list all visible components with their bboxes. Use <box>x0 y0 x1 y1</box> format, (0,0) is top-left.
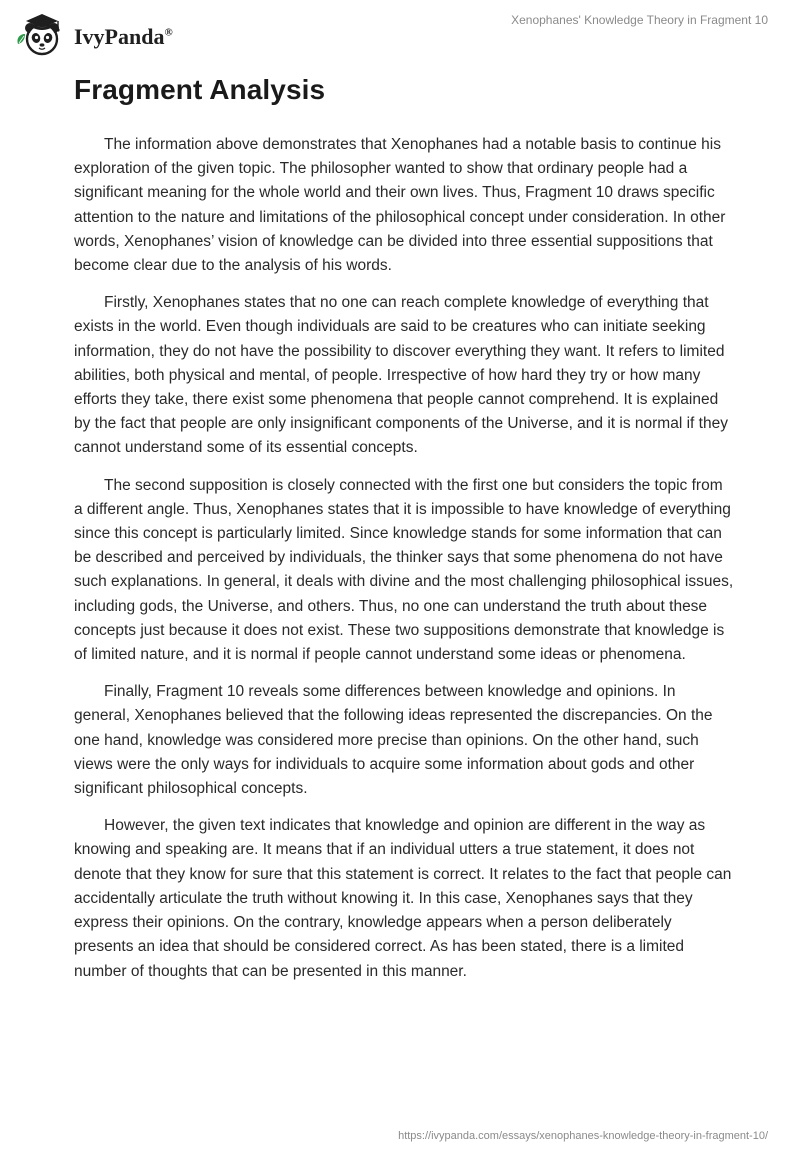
paragraph-3: The second supposition is closely connected with the first one but considers the topic from a different angle. Thus, Xenophanes states that it is impossible to have knowledge of everything since this concept is particularly limited. Since knowledge stands for some information that can be described and perceived by individuals, the thinker says that some phenomena do not have such explanations. In general, it deals with divine and the most challenging philosophical issues, including gods, the Universe, and others. Thus, no one can understand the truth about these concepts just because it does not exist. These two suppositions demonstrate that knowledge is of limited nature, and it is normal if people cannot understand some ideas or phenomena. <box>74 476 734 664</box>
logo-wordmark <box>74 24 173 50</box>
panda-graduate-icon <box>14 10 70 60</box>
logo-name: IvyPanda <box>74 24 165 49</box>
registered-mark: ® <box>164 26 173 39</box>
paragraph-5: However, the given text indicates that knowledge and opinion are different in the way as knowing and speaking are. It means that if an individual utters a true statement, it does not denote that they know for sure that this statement is correct. It relates to the fact that people can accidentally articulate the truth without knowing it. In this case, Xenophanes says that they express their opinions. On the contrary, knowledge appears when a person deliberately presents an idea that should be considered correct. As has been stated, there is a limited number of thoughts that can be presented in this manner. <box>74 817 732 980</box>
page-header <box>0 0 800 64</box>
document-title: Xenophanes' Knowledge Theory in Fragment 10 <box>511 13 768 27</box>
paragraph-1: The information above demonstrates that Xenophanes had a notable basis to continue his exploration of the given topic. The philosopher wanted to show that ordinary people had a significant meaning for the whole world and their own lives. Thus, Fragment 10 draws specific attention to the nature and limitations of the philosophical concept under consideration. In other words, Xenophanes’ vision of knowledge can be divided into three essential suppositions that become clear due to the analysis of his words. <box>74 136 726 275</box>
source-url[interactable]: https://ivypanda.com/essays/xenophanes-knowledge-theory-in-fragment-10/ <box>398 1130 768 1142</box>
article-body <box>74 133 734 997</box>
section-heading: Fragment Analysis <box>74 74 326 105</box>
paragraph-2: Firstly, Xenophanes states that no one can reach complete knowledge of everything that exists in the world. Even though individuals are said to be creatures who can initiate seeking information, they do not have the possibility to discover everything they want. It refers to limited abilities, both physical and mental, of people. Irrespective of how hard they try or how many efforts they take, there exist some phenomena that people cannot comprehend. It is explained by the fact that people are only insignificant components of the Universe, and it is normal if they cannot understand some of its essential concepts. <box>74 294 728 457</box>
ivypanda-logo[interactable] <box>14 10 173 60</box>
paragraph-4: Finally, Fragment 10 reveals some differences between knowledge and opinions. In general, Xenophanes believed that the following ideas represented the discrepancies. On the one hand, knowledge was considered more precise than opinions. On the other hand, such views were the only ways for individuals to acquire some information about gods and other significant philosophical concepts. <box>74 683 713 798</box>
